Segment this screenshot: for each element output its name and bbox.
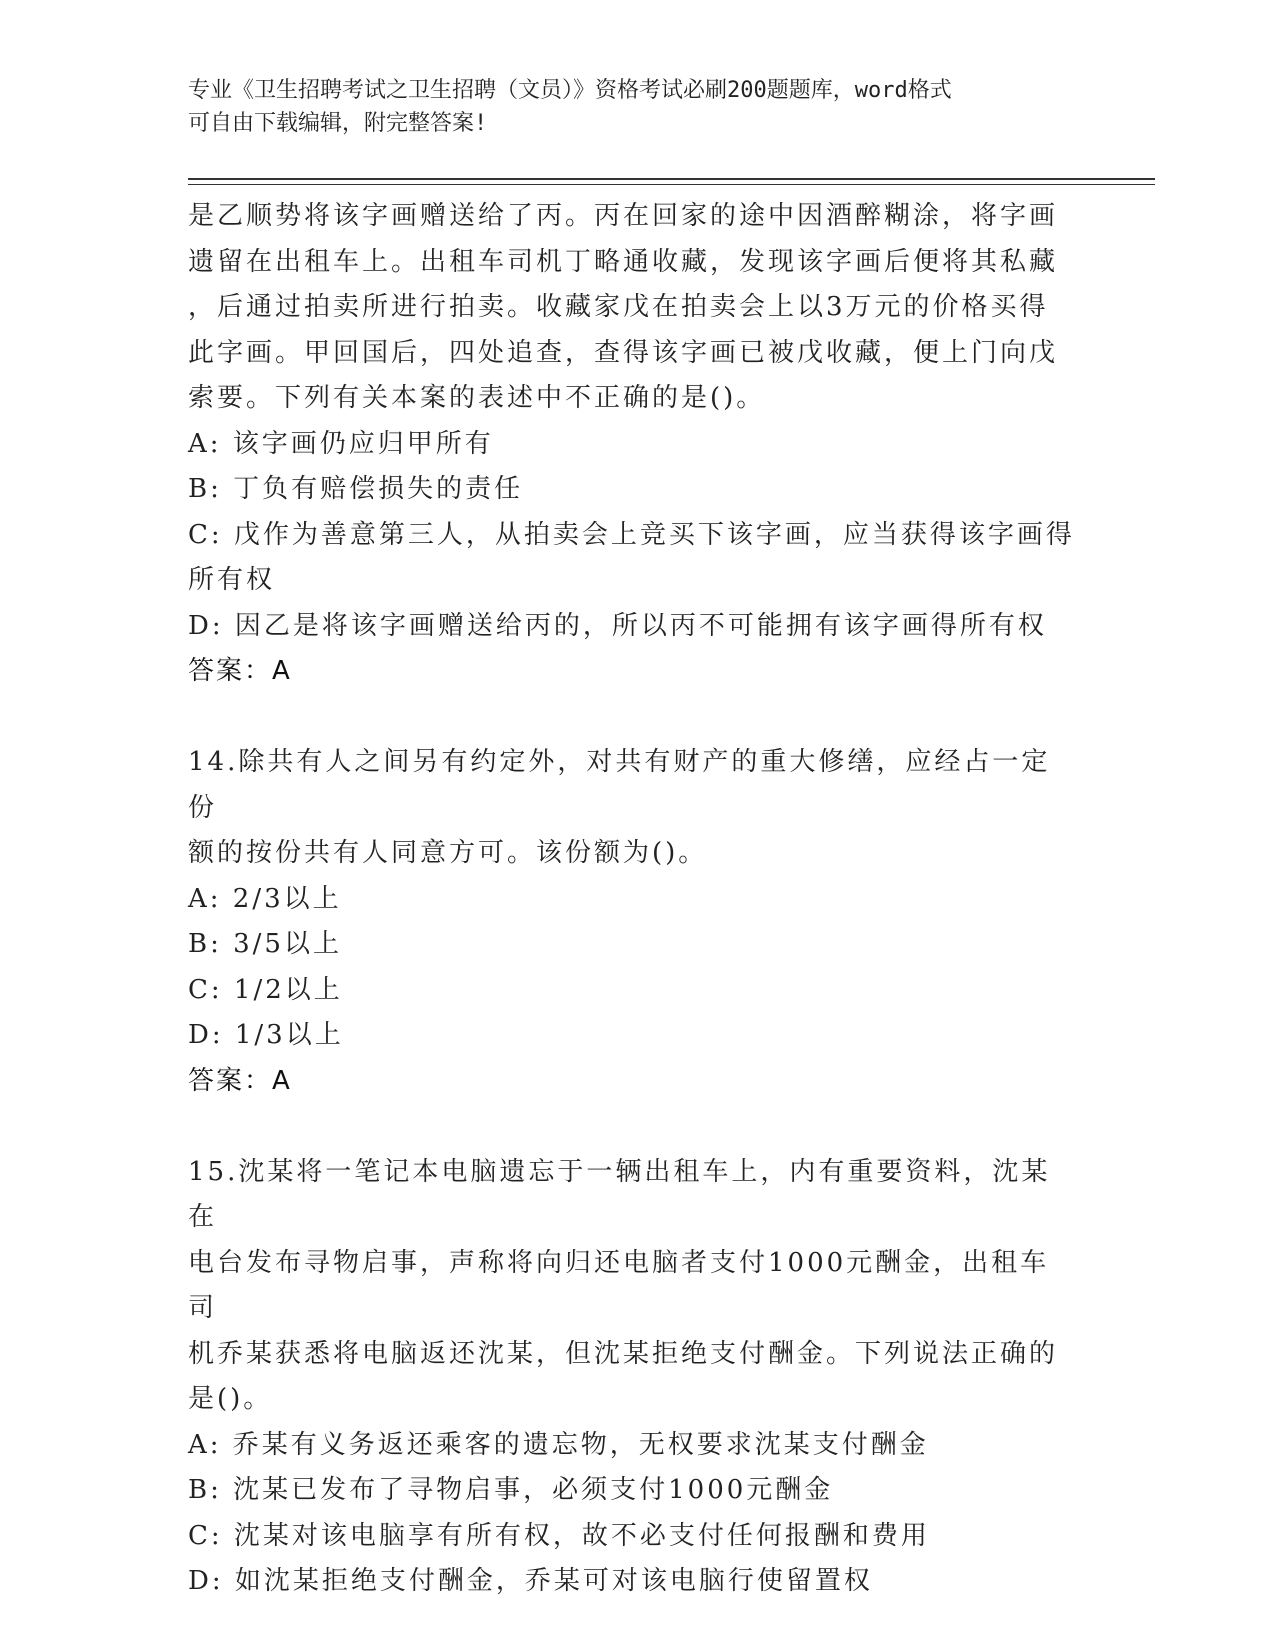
option-c: C: 戊作为善意第三人，从拍卖会上竞买下该字画，应当获得该字画得 [188,519,1075,550]
question-stem-line: 机乔某获悉将电脑返还沈某，但沈某拒绝支付酬金。下列说法正确的 [188,1338,1059,1369]
question-stem-line: 此字画。甲回国后，四处追查，查得该字画已被戊收藏，便上门向戊 [188,337,1059,368]
option-a: A: 该字画仍应归甲所有 [188,428,494,459]
header-line-1: 专业《卫生招聘考试之卫生招聘（文员）》资格考试必刷200题题库，word格式 [188,78,952,103]
option-d: D: 因乙是将该字画赠送给丙的，所以丙不可能拥有该字画得所有权 [188,610,1047,641]
answer-line: 答案：A [188,1065,292,1096]
option-a: A: 2/3以上 [188,883,342,914]
document-body [188,194,1078,1605]
document-header [188,74,1078,140]
option-b: B: 沈某已发布了寻物启事，必须支付1000元酬金 [188,1475,834,1505]
option-d: D: 如沈某拒绝支付酬金，乔某可对该电脑行使留置权 [188,1566,873,1596]
option-d: D: 1/3以上 [188,1020,344,1050]
spacer [188,1104,1078,1150]
question-stem-line: ，后通过拍卖所进行拍卖。收藏家戊在拍卖会上以3万元的价格买得 [188,292,1049,322]
option-b: B: 3/5以上 [188,929,342,959]
answer-line: 答案：A [188,656,292,686]
question-stem-line: 15.沈某将一笔记本电脑遗忘于一辆出租车上，内有重要资料，沈某在 [188,1156,1051,1232]
header-rule-thick [188,178,1155,180]
question-14 [188,740,1078,1104]
question-15 [188,1150,1078,1605]
header-line-2: 可自由下载编辑，附完整答案! [188,111,488,136]
question-stem-line: 索要。下列有关本案的表述中不正确的是()。 [188,383,766,413]
question-stem-line: 14.除共有人之间另有约定外，对共有财产的重大修缮，应经占一定份 [188,747,1051,823]
header-rule-thin [188,184,1155,185]
question-stem-line: 额的按份共有人同意方可。该份额为()。 [188,838,708,868]
question-stem-line: 遗留在出租车上。出租车司机丁略通收藏，发现该字画后便将其私藏 [188,246,1059,277]
spacer [188,694,1078,740]
question-stem-line: 是()。 [188,1384,273,1414]
question-stem-line: 是乙顺势将该字画赠送给了丙。丙在回家的途中因酒醉糊涂，将字画 [188,201,1059,231]
question-stem-line: 电台发布寻物启事，声称将向归还电脑者支付1000元酬金，出租车司 [188,1247,1050,1323]
option-c: C: 1/2以上 [188,974,343,1005]
option-b: B: 丁负有赔偿损失的责任 [188,474,524,504]
option-a: A: 乔某有义务返还乘客的遗忘物，无权要求沈某支付酬金 [188,1429,929,1460]
option-c-continued: 所有权 [188,565,276,595]
question-13 [188,194,1078,694]
option-c: C: 沈某对该电脑享有所有权，故不必支付任何报酬和费用 [188,1520,930,1551]
